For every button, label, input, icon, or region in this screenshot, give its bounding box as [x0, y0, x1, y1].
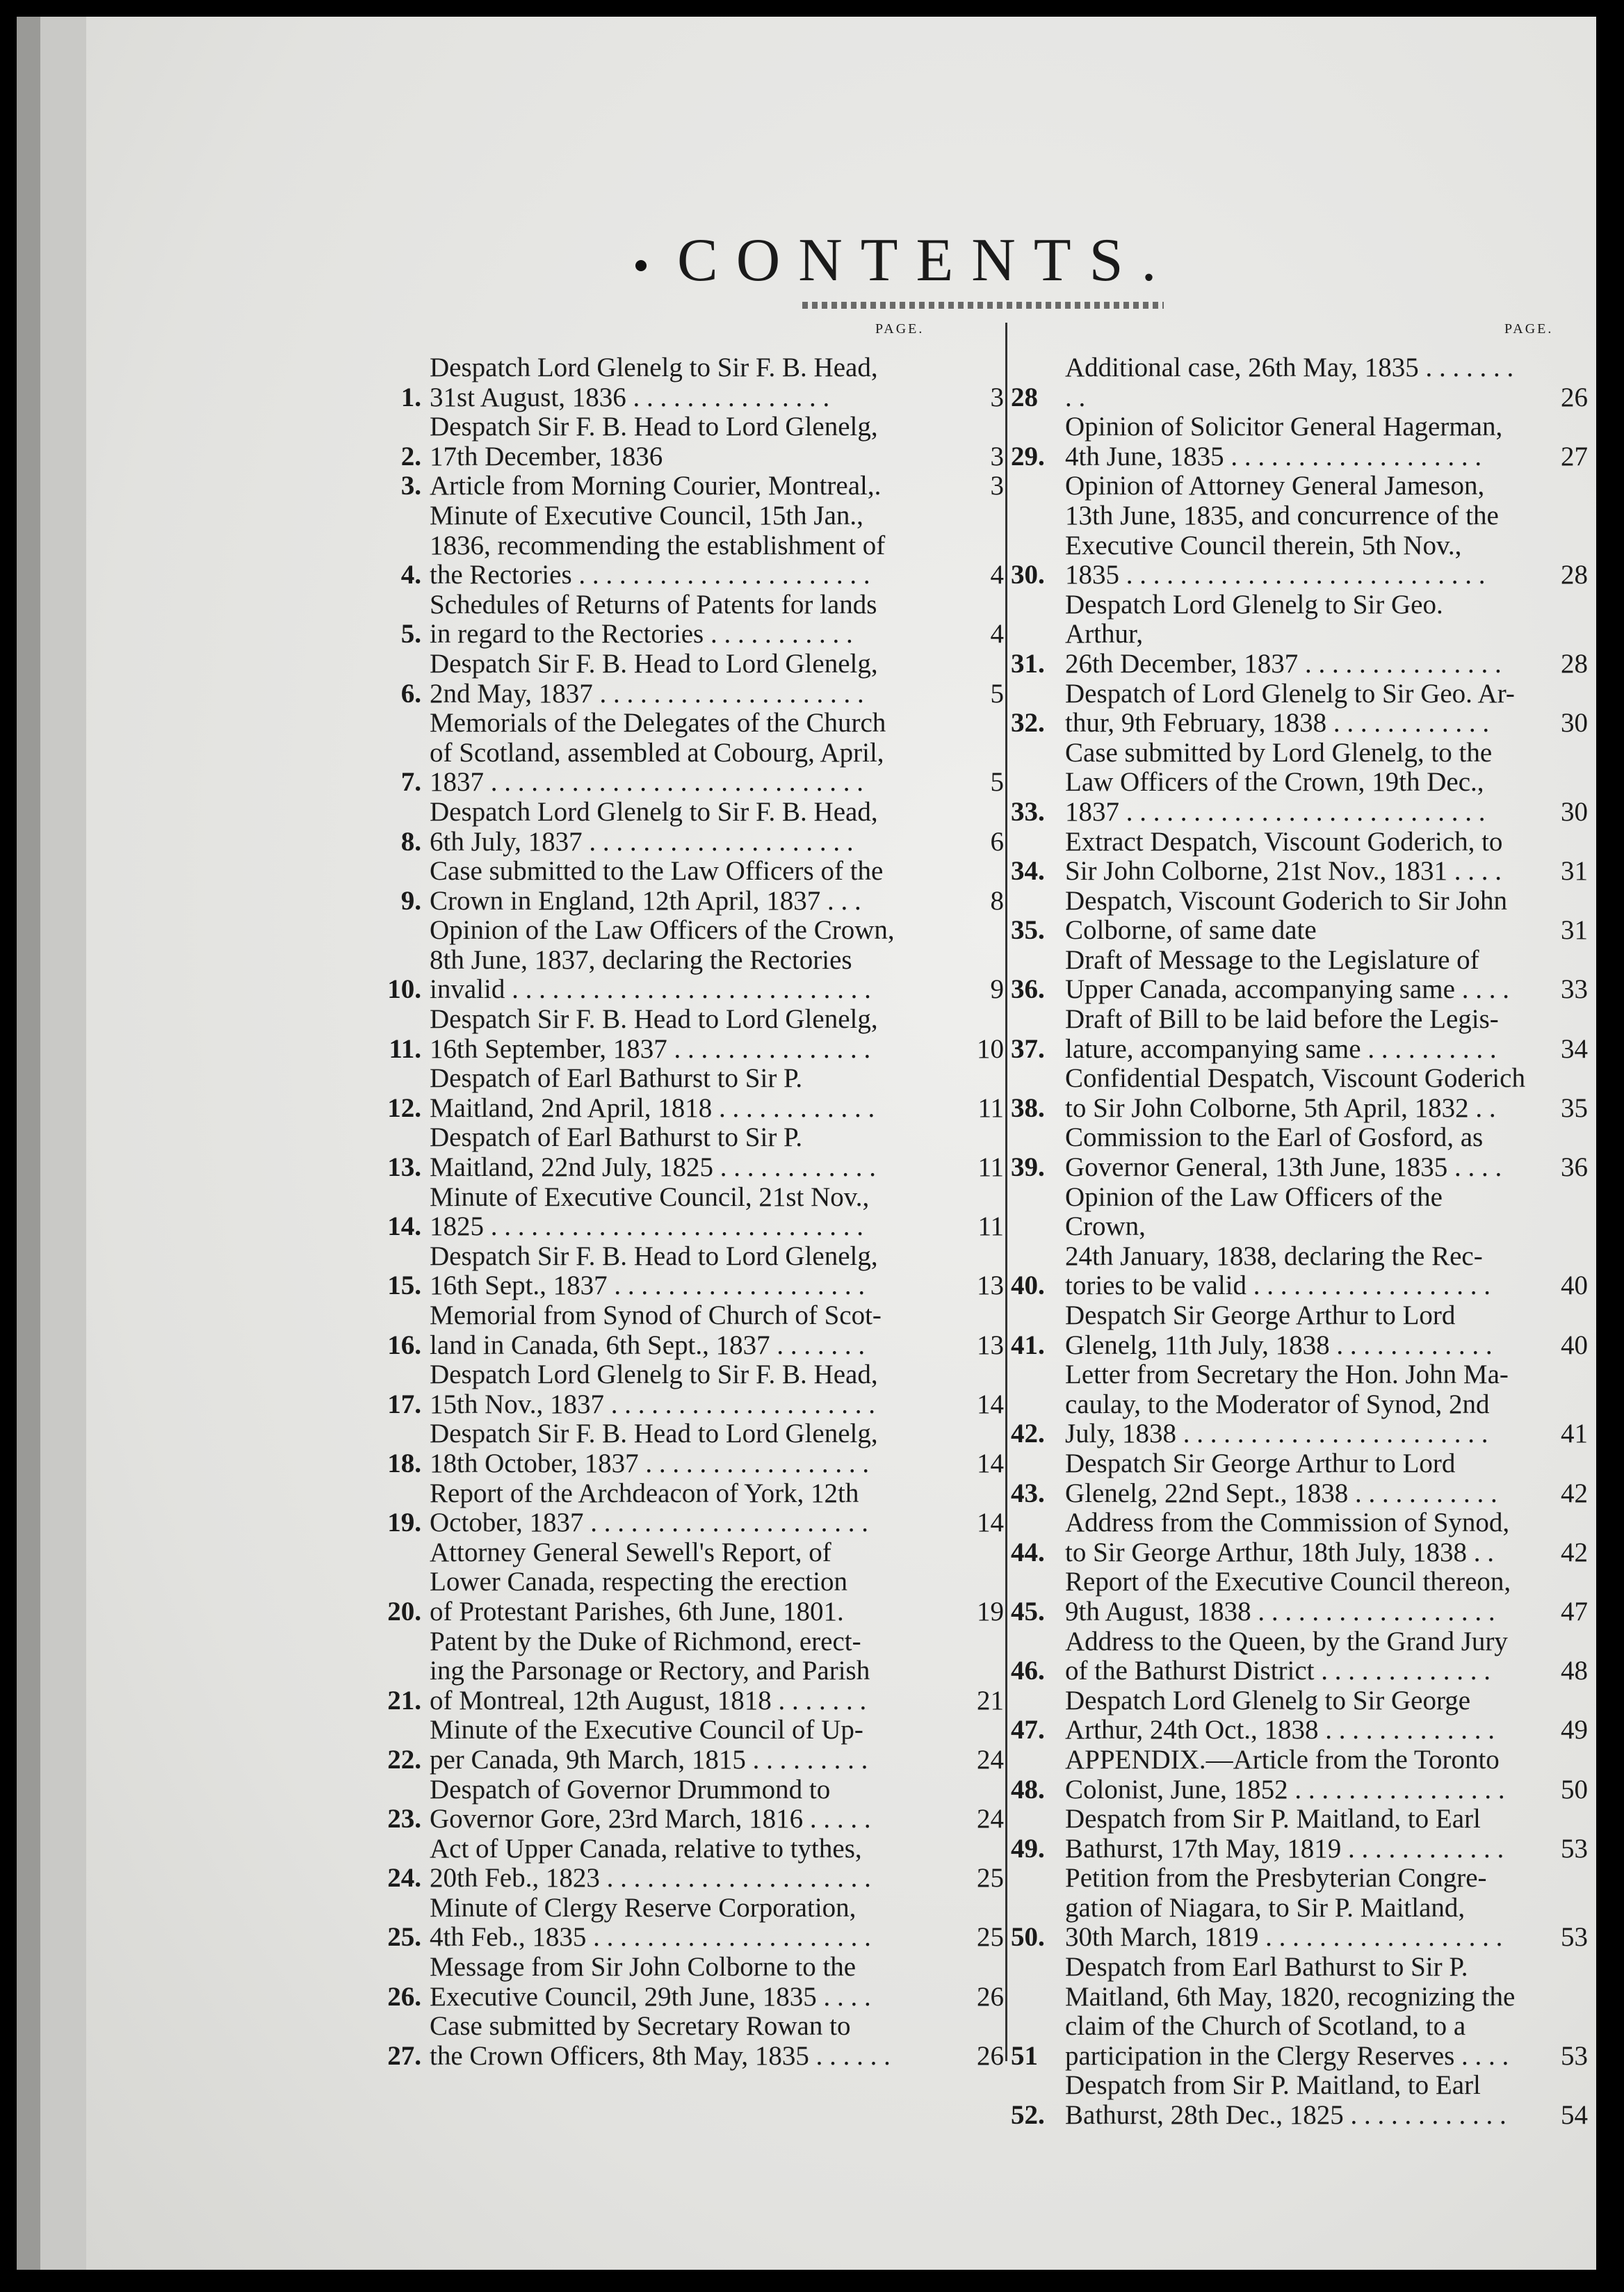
entry-number: 20. — [387, 1596, 421, 1627]
entry-page-number: 30 — [1561, 796, 1588, 827]
contents-entry — [357, 1627, 1004, 1716]
entry-title: Confidential Despatch, Viscount Goderich to Sir John Colborne, 5th April, 1832 . . — [1065, 1063, 1525, 1123]
entry-number: 9. — [400, 885, 421, 916]
entry-page-number: 35 — [1561, 1092, 1588, 1123]
contents-entry — [1011, 946, 1588, 1005]
entry-page-number: 31 — [1561, 915, 1588, 946]
entry-page-number: 3 — [990, 382, 1004, 412]
entry-page-number: 21 — [977, 1685, 1004, 1716]
entry-number: 21. — [387, 1685, 421, 1716]
contents-entry — [1011, 828, 1588, 887]
entry-number: 7. — [400, 767, 421, 798]
contents-entry — [1011, 471, 1588, 590]
contents-entry — [357, 1894, 1004, 1953]
entry-page-number: 40 — [1561, 1330, 1588, 1360]
contents-entry — [357, 1064, 1004, 1123]
entry-title: Report of the Archdeacon of York, 12th October, 1837 . . . . . . . . . . . . . . . . . . . . . — [430, 1478, 869, 1538]
entry-number: 2. — [400, 441, 421, 471]
entry-number: 14. — [387, 1211, 421, 1242]
entry-title: Memorial from Synod of Church of Scot- land in Canada, 6th Sept., 1837 . . . . . . . — [430, 1300, 882, 1360]
contents-entry — [1011, 1064, 1588, 1123]
entry-number: 25. — [387, 1922, 421, 1953]
entry-page-number: 50 — [1561, 1774, 1588, 1805]
entry-title: Despatch of Lord Glenelg to Sir Geo. Ar- thur, 9th February, 1838 . . . . . . . . . . . . — [1065, 678, 1515, 739]
contents-entry — [1011, 1123, 1588, 1182]
entry-number: 24. — [387, 1863, 421, 1894]
entry-page-number: 40 — [1561, 1270, 1588, 1301]
contents-entry — [357, 501, 1004, 590]
page-column-label-right: PAGE. — [1504, 321, 1554, 337]
page-title: CONTENTS. — [677, 227, 1175, 294]
entry-page-number: 8 — [990, 885, 1004, 916]
entry-page-number: 11 — [977, 1152, 1004, 1183]
page-column-label-left: PAGE. — [875, 321, 925, 337]
contents-entry — [357, 1242, 1004, 1301]
entry-title: Despatch from Sir P. Maitland, to Earl Bathurst, 28th Dec., 1825 . . . . . . . . . . . . — [1065, 2070, 1507, 2131]
entry-number: 10. — [387, 974, 421, 1005]
contents-entry — [1011, 887, 1588, 946]
entry-title: Letter from Secretary the Hon. John Ma- caulay, to the Moderator of Synod, 2nd July, 1838 . . . . . . . . . . . . . . . . . . . . . . . — [1065, 1359, 1509, 1449]
entry-page-number: 24 — [977, 1744, 1004, 1775]
entry-title: Case submitted by Secretary Rowan to the Crown Officers, 8th May, 1835 . . . . . . — [430, 2011, 891, 2071]
contents-entry — [357, 2012, 1004, 2071]
entry-title: Minute of Executive Council, 15th Jan., 1836, recommending the establishment of the Rectories . . . . . . . . . . . . . . . . . . . . . . — [430, 500, 886, 590]
entry-page-number: 10 — [977, 1033, 1004, 1064]
entry-title: Report of the Executive Council thereon, 9th August, 1838 . . . . . . . . . . . . . . . . . . — [1065, 1567, 1511, 1627]
entry-number: 18. — [387, 1448, 421, 1478]
entry-number: 1. — [400, 382, 421, 412]
entry-title: Address from the Commission of Synod, to Sir George Arthur, 18th July, 1838 . . — [1065, 1508, 1510, 1567]
entry-number: 40. — [1011, 1270, 1045, 1301]
entry-page-number: 24 — [977, 1804, 1004, 1834]
entry-title: Additional case, 26th May, 1835 . . . . . . . . . — [1065, 353, 1514, 412]
contents-entry — [357, 1716, 1004, 1775]
entry-title: Despatch, Viscount Goderich to Sir John Colborne, of same date — [1065, 885, 1508, 946]
entry-page-number: 13 — [977, 1330, 1004, 1360]
entry-number: 11. — [389, 1033, 421, 1064]
entry-page-number: 33 — [1561, 974, 1588, 1005]
entry-page-number: 3 — [990, 441, 1004, 471]
entry-page-number: 53 — [1561, 2040, 1588, 2071]
contents-entry — [1011, 2071, 1588, 2130]
contents-entry — [357, 1301, 1004, 1360]
entry-page-number: 5 — [990, 678, 1004, 709]
entry-title: Despatch Lord Glenelg to Sir F. B. Head, 31st August, 1836 . . . . . . . . . . . . . . . — [430, 353, 878, 412]
entry-title: Despatch Sir F. B. Head to Lord Glenelg, 16th Sept., 1837 . . . . . . . . . . . . . . . . . . . — [430, 1241, 878, 1301]
entry-title: Memorials of the Delegates of the Church of Scotland, assembled at Cobourg, April, 1837 . . . . . . . . . . . . . . . . . . . . . . . . . . . . — [430, 708, 886, 798]
entry-page-number: 42 — [1561, 1478, 1588, 1508]
entry-title: Opinion of Solicitor General Hagerman, 4th June, 1835 . . . . . . . . . . . . . . . . . . . — [1065, 412, 1503, 471]
contents-entry — [1011, 1449, 1588, 1508]
entry-number: 44. — [1011, 1537, 1045, 1567]
contents-entry — [1011, 1183, 1588, 1301]
contents-column-right — [1011, 353, 1588, 2131]
entry-page-number: 14 — [977, 1508, 1004, 1538]
entry-page-number: 14 — [977, 1389, 1004, 1419]
entry-number: 31. — [1011, 648, 1045, 679]
entry-number: 39. — [1011, 1152, 1045, 1183]
entry-title: Despatch Sir F. B. Head to Lord Glenelg, 18th October, 1837 . . . . . . . . . . . . . . . . . — [430, 1419, 878, 1478]
entry-title: Commission to the Earl of Gosford, as Governor General, 13th June, 1835 . . . . — [1065, 1122, 1502, 1183]
entry-title: Case submitted by Lord Glenelg, to the Law Officers of the Crown, 19th Dec., 1837 . . . . . . . . . . . . . . . . . . . . . . . . . . . — [1065, 737, 1493, 827]
entry-page-number: 53 — [1561, 1833, 1588, 1864]
entry-title: Opinion of the Law Officers of the Crown, 8th June, 1837, declaring the Rectories invalid . . . . . . . . . . . . . . . . . . . . . . . . . . . — [430, 915, 895, 1005]
entry-title: Despatch from Earl Bathurst to Sir P. Maitland, 6th May, 1820, recognizing the claim of the Church of Scotland, to a participation in the Clergy Reserves . . . . — [1065, 1952, 1516, 2071]
entry-page-number: 3 — [990, 471, 1004, 501]
entry-page-number: 5 — [990, 767, 1004, 798]
entry-number: 27. — [387, 2040, 421, 2071]
entry-page-number: 4 — [990, 619, 1004, 649]
entry-number: 38. — [1011, 1092, 1045, 1123]
contents-entry — [1011, 1567, 1588, 1627]
entry-page-number: 26 — [977, 2040, 1004, 2071]
entry-number: 46. — [1011, 1656, 1045, 1686]
contents-entry — [357, 1538, 1004, 1627]
entry-page-number: 49 — [1561, 1715, 1588, 1745]
entry-title: Opinion of Attorney General Jameson, 13th June, 1835, and concurrence of the Executive Council therein, 5th Nov., 1835 . . . . . . . . . . . . . . . . . . . . . . . . . . . — [1065, 471, 1499, 590]
entry-title: APPENDIX.—Article from the Toronto Colonist, June, 1852 . . . . . . . . . . . . . . . . — [1065, 1744, 1505, 1805]
entry-number: 32. — [1011, 708, 1045, 739]
entry-number: 6. — [400, 678, 421, 709]
entry-page-number: 54 — [1561, 2100, 1588, 2131]
contents-entry — [1011, 679, 1588, 739]
entry-page-number: 26 — [977, 1981, 1004, 2012]
entry-title: Despatch Lord Glenelg to Sir George Arthur, 24th Oct., 1838 . . . . . . . . . . . . . — [1065, 1685, 1495, 1745]
entry-number: 33. — [1011, 796, 1045, 827]
entry-number: 26. — [387, 1981, 421, 2012]
entry-page-number: 31 — [1561, 856, 1588, 887]
entry-number: 47. — [1011, 1715, 1045, 1745]
column-divider — [1005, 323, 1007, 2061]
contents-entry — [357, 412, 1004, 471]
entry-number: 49. — [1011, 1833, 1045, 1864]
entry-title: Despatch Sir George Arthur to Lord Glenelg, 22nd Sept., 1838 . . . . . . . . . . . — [1065, 1448, 1497, 1508]
entry-number: 48. — [1011, 1774, 1045, 1805]
entry-title: Despatch Lord Glenelg to Sir Geo. Arthur, 26th December, 1837 . . . . . . . . . . . . . . . — [1065, 589, 1502, 679]
entry-title: Act of Upper Canada, relative to tythes, 20th Feb., 1823 . . . . . . . . . . . . . . . . . . . . — [430, 1833, 871, 1894]
contents-entry — [357, 1360, 1004, 1419]
entry-page-number: 28 — [1561, 560, 1588, 590]
entry-number: 37. — [1011, 1033, 1045, 1064]
entry-title: Despatch Sir F. B. Head to Lord Glenelg, 2nd May, 1837 . . . . . . . . . . . . . . . . . . . . — [430, 648, 878, 709]
entry-number: 52. — [1011, 2100, 1045, 2131]
entry-number: 50. — [1011, 1922, 1045, 1953]
entry-title: Message from Sir John Colborne to the Executive Council, 29th June, 1835 . . . . — [430, 1952, 871, 2012]
entry-number: 29. — [1011, 441, 1045, 471]
contents-entry — [357, 1183, 1004, 1242]
entry-page-number: 34 — [1561, 1033, 1588, 1064]
entry-number: 5. — [400, 619, 421, 649]
entry-title: Despatch of Governor Drummond to Governor Gore, 23rd March, 1816 . . . . . — [430, 1774, 871, 1834]
contents-page — [86, 17, 1596, 2270]
contents-entry — [357, 471, 1004, 501]
entry-page-number: 26 — [1561, 382, 1588, 412]
entry-title: Opinion of the Law Officers of the Crown, 24th January, 1838, declaring the Rec- tories to be valid . . . . . . . . . . . . . . . . . . — [1065, 1181, 1491, 1301]
entry-title: Despatch Lord Glenelg to Sir F. B. Head, 15th Nov., 1837 . . . . . . . . . . . . . . . . . . . . — [430, 1359, 878, 1419]
entry-number: 35. — [1011, 915, 1045, 946]
entry-title: Draft of Message to the Legislature of Upper Canada, accompanying same . . . . — [1065, 944, 1509, 1005]
contents-entry — [1011, 1301, 1588, 1360]
contents-entry — [357, 916, 1004, 1005]
entry-number: 45. — [1011, 1596, 1045, 1627]
entry-number: 8. — [400, 826, 421, 857]
contents-entry — [357, 798, 1004, 857]
title-ornament-dot — [635, 260, 647, 271]
entry-number: 22. — [387, 1744, 421, 1775]
entry-title: Despatch from Sir P. Maitland, to Earl Bathurst, 17th May, 1819 . . . . . . . . . . . . — [1065, 1804, 1504, 1864]
entry-title: Despatch Lord Glenelg to Sir F. B. Head, 6th July, 1837 . . . . . . . . . . . . . . . . . . . . — [430, 796, 878, 857]
entry-page-number: 4 — [990, 560, 1004, 590]
contents-entry — [1011, 353, 1588, 412]
entry-number: 13. — [387, 1152, 421, 1183]
contents-entry — [357, 1479, 1004, 1538]
entry-page-number: 48 — [1561, 1656, 1588, 1686]
entry-title: Address to the Queen, by the Grand Jury of the Bathurst District . . . . . . . . . . . . . — [1065, 1626, 1508, 1686]
title-rule — [802, 302, 1164, 309]
entry-title: Case submitted to the Law Officers of the Crown in England, 12th April, 1837 . . . — [430, 856, 884, 916]
entry-title: Minute of Executive Council, 21st Nov., 1825 . . . . . . . . . . . . . . . . . . . . . . . . . . . . — [430, 1181, 870, 1242]
entry-page-number: 47 — [1561, 1596, 1588, 1627]
entry-page-number: 9 — [990, 974, 1004, 1005]
entry-page-number: 14 — [977, 1448, 1004, 1478]
contents-entry — [357, 1123, 1004, 1182]
contents-entry — [1011, 739, 1588, 828]
contents-entry — [357, 649, 1004, 709]
contents-entry — [357, 1953, 1004, 2012]
entry-number: 51 — [1011, 2040, 1038, 2071]
entry-page-number: 53 — [1561, 1922, 1588, 1953]
contents-entry — [1011, 412, 1588, 471]
entry-title: Patent by the Duke of Richmond, erect- ing the Parsonage or Rectory, and Parish of Montreal, 12th August, 1818 . . . . . . . — [430, 1626, 870, 1716]
entry-page-number: 30 — [1561, 708, 1588, 739]
entry-number: 12. — [387, 1092, 421, 1123]
entry-number: 28 — [1011, 382, 1038, 412]
contents-column-left — [357, 353, 1004, 2071]
entry-title: Attorney General Sewell's Report, of Lower Canada, respecting the erection of Protestant Parishes, 6th June, 1801. — [430, 1537, 847, 1627]
entry-page-number: 11 — [977, 1211, 1004, 1242]
contents-entry — [1011, 1005, 1588, 1064]
contents-entry — [357, 1775, 1004, 1834]
contents-entry — [357, 353, 1004, 412]
contents-entry — [357, 1834, 1004, 1894]
entry-page-number: 13 — [977, 1270, 1004, 1301]
book-edge-outer — [17, 17, 42, 2270]
entry-page-number: 42 — [1561, 1537, 1588, 1567]
contents-entry — [357, 1005, 1004, 1064]
contents-entry — [1011, 1805, 1588, 1864]
entry-number: 17. — [387, 1389, 421, 1419]
entry-number: 23. — [387, 1804, 421, 1834]
contents-entry — [1011, 1953, 1588, 2071]
entry-number: 15. — [387, 1270, 421, 1301]
contents-entry — [357, 1419, 1004, 1478]
entry-page-number: 41 — [1561, 1419, 1588, 1449]
contents-entry — [1011, 1686, 1588, 1745]
entry-title: Despatch Sir George Arthur to Lord Glenelg, 11th July, 1838 . . . . . . . . . . . . — [1065, 1300, 1493, 1360]
entry-title: Despatch Sir F. B. Head to Lord Glenelg, 17th December, 1836 — [430, 412, 878, 471]
contents-entry — [1011, 1745, 1588, 1805]
contents-entry — [1011, 1627, 1588, 1686]
entry-page-number: 28 — [1561, 648, 1588, 679]
entry-page-number: 36 — [1561, 1152, 1588, 1183]
entry-title: Despatch Sir F. B. Head to Lord Glenelg, 16th September, 1837 . . . . . . . . . . . . . . . — [430, 1004, 878, 1064]
entry-number: 36. — [1011, 974, 1045, 1005]
entry-number: 42. — [1011, 1419, 1045, 1449]
entry-page-number: 11 — [977, 1092, 1004, 1123]
entry-number: 30. — [1011, 560, 1045, 590]
contents-entry — [1011, 1360, 1588, 1449]
entry-number: 43. — [1011, 1478, 1045, 1508]
entry-page-number: 25 — [977, 1922, 1004, 1953]
entry-title: Schedules of Returns of Patents for lands in regard to the Rectories . . . . . . . . . . . — [430, 589, 877, 649]
entry-title: Despatch of Earl Bathurst to Sir P. Maitland, 2nd April, 1818 . . . . . . . . . . . . — [430, 1063, 875, 1123]
book-edge-inner — [40, 17, 92, 2270]
entry-title: Article from Morning Courier, Montreal,. — [430, 471, 882, 501]
entry-number: 34. — [1011, 856, 1045, 887]
entry-number: 4. — [400, 560, 421, 590]
entry-title: Petition from the Presbyterian Congre- gation of Niagara, to Sir P. Maitland, 30th March, 1819 . . . . . . . . . . . . . . . . . . — [1065, 1863, 1503, 1953]
entry-number: 19. — [387, 1508, 421, 1538]
contents-entry — [357, 709, 1004, 798]
contents-entry — [1011, 590, 1588, 679]
entry-page-number: 25 — [977, 1863, 1004, 1894]
entry-page-number: 19 — [977, 1596, 1004, 1627]
contents-entry — [357, 590, 1004, 649]
entry-title: Despatch of Earl Bathurst to Sir P. Maitland, 22nd July, 1825 . . . . . . . . . . . . — [430, 1122, 877, 1183]
entry-number: 3. — [400, 471, 421, 501]
contents-entry — [1011, 1864, 1588, 1953]
contents-entry — [1011, 1508, 1588, 1567]
entry-number: 41. — [1011, 1330, 1045, 1360]
entry-page-number: 6 — [990, 826, 1004, 857]
entry-title: Minute of the Executive Council of Up- per Canada, 9th March, 1815 . . . . . . . . . — [430, 1715, 868, 1775]
contents-entry — [357, 857, 1004, 916]
entry-title: Extract Despatch, Viscount Goderich, to Sir John Colborne, 21st Nov., 1831 . . . . — [1065, 826, 1503, 887]
entry-page-number: 27 — [1561, 441, 1588, 471]
scan-frame — [17, 17, 1596, 2270]
entry-title: Minute of Clergy Reserve Corporation, 4th Feb., 1835 . . . . . . . . . . . . . . . . . . . . . — [430, 1892, 871, 1953]
entry-number: 16. — [387, 1330, 421, 1360]
entry-title: Draft of Bill to be laid before the Legis- lature, accompanying same . . . . . . . . . . — [1065, 1004, 1499, 1064]
